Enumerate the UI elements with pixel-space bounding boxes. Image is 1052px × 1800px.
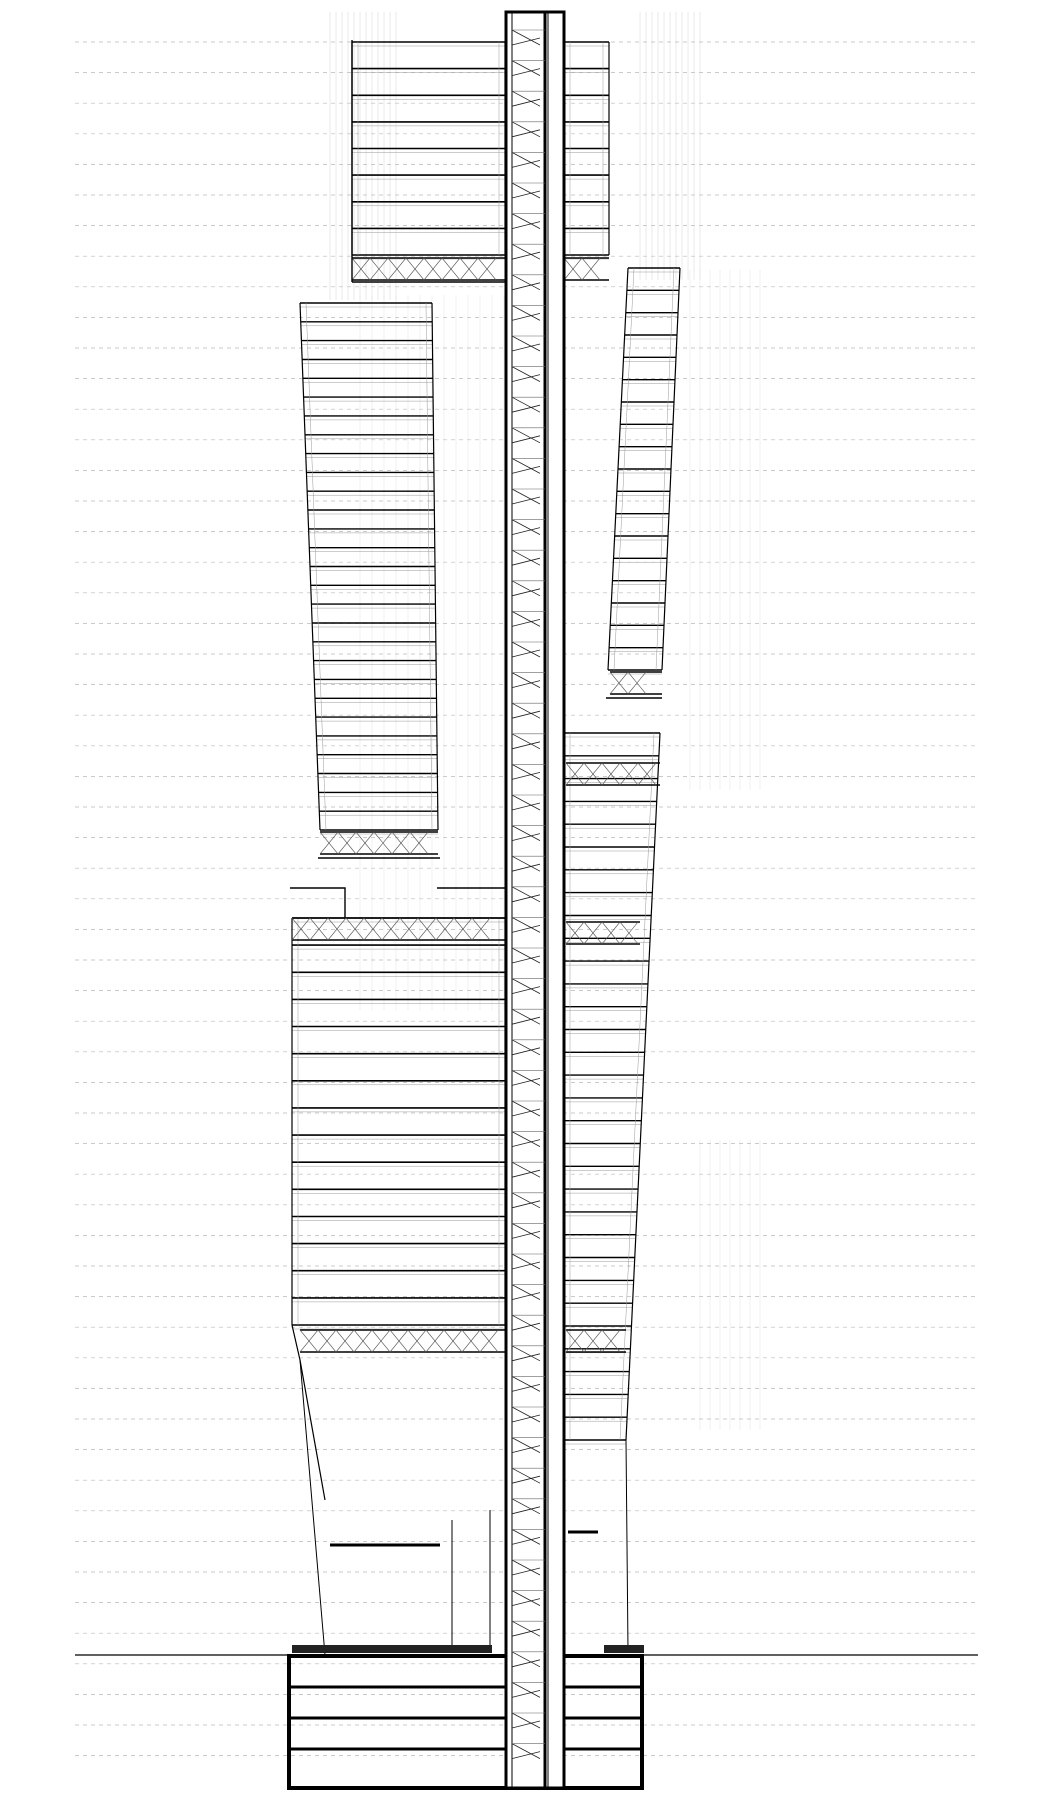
lobby-slab-right xyxy=(604,1645,644,1653)
lobby-slab xyxy=(292,1645,492,1653)
lower-block-notch-left xyxy=(290,888,345,918)
basement-levels xyxy=(289,1656,642,1788)
right-lower-block-mullion-right xyxy=(620,733,654,1440)
core-outline xyxy=(506,12,564,1788)
right-lower-floor-block xyxy=(564,733,660,1444)
lobby-glass-left xyxy=(300,1360,325,1655)
lobby-glass-right xyxy=(626,1440,628,1650)
upper-floor-block xyxy=(352,40,609,282)
lobby-level xyxy=(292,1360,644,1655)
lower-main-floor-block xyxy=(290,888,505,1500)
left-middle-floor-block xyxy=(300,303,440,858)
central-core xyxy=(506,12,564,1788)
basement-outline xyxy=(289,1656,642,1788)
right-upper-floor-block xyxy=(606,268,680,698)
right-lower-block-edge-right xyxy=(626,733,660,1440)
